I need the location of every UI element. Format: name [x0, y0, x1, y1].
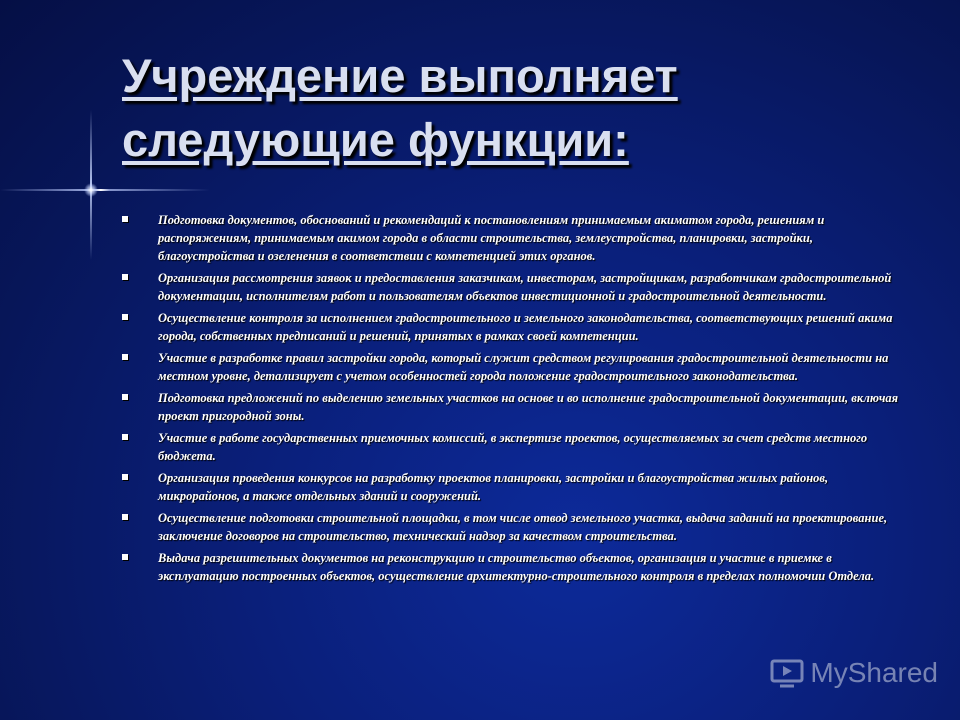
list-item-text: Участие в разработке правил застройки города, который служит средством регулирования градостроительной деятельности на местном уровне, детализирует с учетом особенностей города положение градостроительного законодательства. [158, 351, 889, 383]
watermark-text: MyShared [810, 657, 938, 688]
bullet-icon [122, 474, 128, 480]
list-item-text: Подготовка предложений по выделению земельных участков на основе и во исполнение градостроительной документации, включая проект пригородной зоны. [158, 391, 899, 423]
title-line-2: следующие функции: [122, 113, 629, 166]
list-item-text: Организация рассмотрения заявок и предоставления заказчикам, инвесторам, застройщикам, разработчикам градостроительной документации, исполнителям работ и пользователям объектов инвестиционной и градостроительной деятельности. [158, 271, 892, 303]
bullet-icon [122, 554, 128, 560]
title-line-1: Учреждение выполняет [122, 49, 678, 102]
list-item [122, 211, 902, 265]
list-item [122, 349, 902, 385]
sparkle-core [84, 183, 98, 197]
bullet-icon [122, 274, 128, 280]
bullet-icon [122, 216, 128, 222]
list-item [122, 549, 902, 585]
bullet-icon [122, 394, 128, 400]
list-item-text: Подготовка документов, обоснований и рекомендаций к постановлениям принимаемым акиматом города, решениям и распоряжениям, принимаемым акимом города в области строительства, землеустройства, планировки, застройки, благоустройства и озеленения в соответствии с компетенцией этих органов. [158, 213, 825, 263]
list-item [122, 509, 902, 545]
bullet-icon [122, 514, 128, 520]
myshared-watermark [770, 656, 938, 690]
list-item-text: Организация проведения конкурсов на разработку проектов планировки, застройки и благоустройства жилых районов, микрорайонов, а также отдельных зданий и сооружений. [158, 471, 829, 503]
list-item [122, 309, 902, 345]
list-item-text: Выдача разрешительных документов на реконструкцию и строительство объектов, организация и участие в приемке в эксплуатацию построенных объектов, осуществление архитектурно-строительного контроля в пределах полномочии Отдела. [158, 551, 875, 583]
bullet-icon [122, 434, 128, 440]
list-item [122, 269, 902, 305]
list-item [122, 389, 902, 425]
functions-list [122, 211, 902, 589]
presentation-icon [770, 656, 804, 690]
slide-title [122, 44, 922, 172]
bullet-icon [122, 354, 128, 360]
list-item [122, 429, 902, 465]
list-item-text: Осуществление подготовки строительной площадки, в том числе отвод земельного участка, выдача заданий на проектирование, заключение договоров на строительство, технический надзор за качеством строительства. [158, 511, 888, 543]
list-item [122, 469, 902, 505]
list-item-text: Осуществление контроля за исполнением градостроительного и земельного законодательства, соответствующих решений акима города, собственных предписаний и решений, принятых в рамках своей компетенции. [158, 311, 893, 343]
list-item-text: Участие в работе государственных приемочных комиссий, в экспертизе проектов, осуществляемых за счет средств местного бюджета. [158, 431, 868, 463]
sparkle-horizontal [0, 189, 210, 191]
bullet-icon [122, 314, 128, 320]
